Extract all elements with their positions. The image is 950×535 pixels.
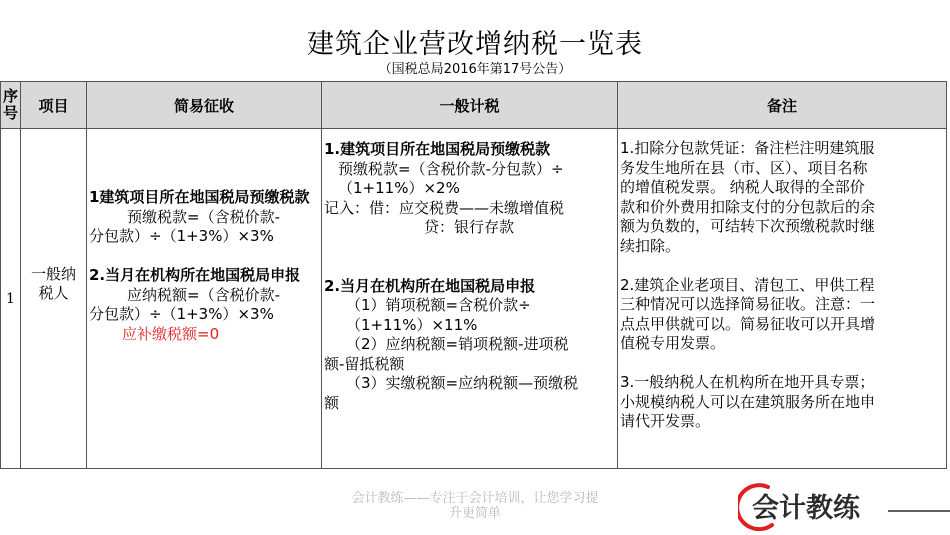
general-formula-line: 额-留抵税额: [324, 354, 405, 373]
general-formula-line: （1）销项税额=含税价款÷: [346, 296, 531, 314]
general-heading-1: 1.建筑项目所在地国税局预缴税款: [324, 140, 551, 158]
simple-heading-1: 1建筑项目所在地国税局预缴税款: [89, 188, 310, 206]
logo-text: 会计教练: [752, 493, 860, 524]
note-paragraph-1: [620, 139, 944, 256]
general-formula-line: （2）应纳税额=销项税额-进项税: [346, 335, 569, 353]
header-general: 一般计税: [322, 82, 618, 129]
general-formula-line: 预缴税款=（含税价款-分包款）÷: [338, 159, 564, 178]
simple-formula-line: 分包款）÷（1+3%）×3%: [89, 305, 274, 323]
cell-general: [322, 129, 618, 469]
note-line: 值税专用发票。: [620, 334, 726, 352]
general-entry-line: 记入：借：应交税费——未缴增值税: [324, 198, 565, 217]
note-paragraph-3: [620, 373, 944, 432]
note-line: 务发生地所在县（市、区）、项目名称: [620, 158, 868, 177]
item-line: 税人: [38, 284, 69, 302]
simple-supplement-tax: 应补缴税额=0: [122, 324, 220, 343]
note-line: 小规模纳税人可以在建筑服务所在地申: [620, 392, 876, 411]
general-entry-line: 贷：银行存款: [424, 218, 515, 236]
note-line: 的增值税发票。 纳税人取得的全部价: [620, 178, 865, 196]
tax-table: [0, 81, 947, 469]
note-line: 额为负数的，可结转下次预缴税款时继: [620, 217, 876, 235]
footer-slogan: [325, 491, 625, 521]
simple-formula-line: 预缴税款=（含税价款-: [127, 207, 280, 226]
general-formula-line: （1+11%）×11%: [346, 315, 478, 334]
header-item: 项目: [21, 82, 87, 129]
cell-simple: [87, 129, 322, 469]
page-subtitle: （国税总局2016年第17号公告）: [378, 62, 572, 77]
kuaiji-jiaolian-logo: [738, 481, 950, 531]
note-line: 点点甲供就可以。简易征收可以开具增: [620, 314, 876, 333]
header-simple: 简易征收: [87, 82, 322, 129]
footer-line: 升更简单: [448, 506, 501, 521]
note-line: 3.一般纳税人在机构所在地开具专票；: [620, 373, 875, 391]
table-row: [1, 129, 947, 469]
note-paragraph-2: [620, 276, 944, 354]
simple-formula-line: 应纳税额=（含税价款-: [127, 285, 280, 304]
cell-item: [21, 129, 87, 469]
table-header-row: [1, 82, 947, 129]
note-line: 请代开发票。: [620, 412, 711, 430]
header-seq-char: 号: [2, 104, 18, 122]
page-title: 建筑企业营改增纳税一览表: [307, 29, 643, 60]
general-formula-line: （1+11%）×2%: [338, 179, 460, 197]
note-line: 款和价外费用扣除支付的分包款后的余: [620, 197, 876, 216]
header-seq: [1, 82, 21, 129]
note-line: 续扣除。: [620, 236, 681, 255]
simple-formula-line: 分包款）÷（1+3%）×3%: [89, 227, 274, 245]
header-seq-char: 序: [2, 87, 18, 105]
general-heading-2: 2.当月在机构所在地国税局申报: [324, 276, 536, 295]
cell-seq: 1: [1, 129, 21, 469]
note-line: 1.扣除分包款凭证：备注栏注明建筑服: [620, 139, 875, 157]
item-line: 一般纳: [30, 265, 76, 283]
header-note: 备注: [618, 82, 947, 129]
note-line: 2.建筑企业老项目、清包工、甲供工程: [620, 275, 875, 294]
simple-heading-2: 2.当月在机构所在地国税局申报: [89, 266, 301, 284]
cell-note: [618, 129, 947, 469]
general-formula-line: （3）实缴税额=应纳税额—预缴税: [346, 374, 579, 392]
header-seq-label: [1, 88, 20, 122]
note-line: 三种情况可以选择简易征收。注意：一: [620, 295, 876, 313]
general-formula-line: 额: [324, 393, 340, 412]
footer-line: 会计教练——专注于会计培训，让您学习提: [351, 491, 599, 506]
